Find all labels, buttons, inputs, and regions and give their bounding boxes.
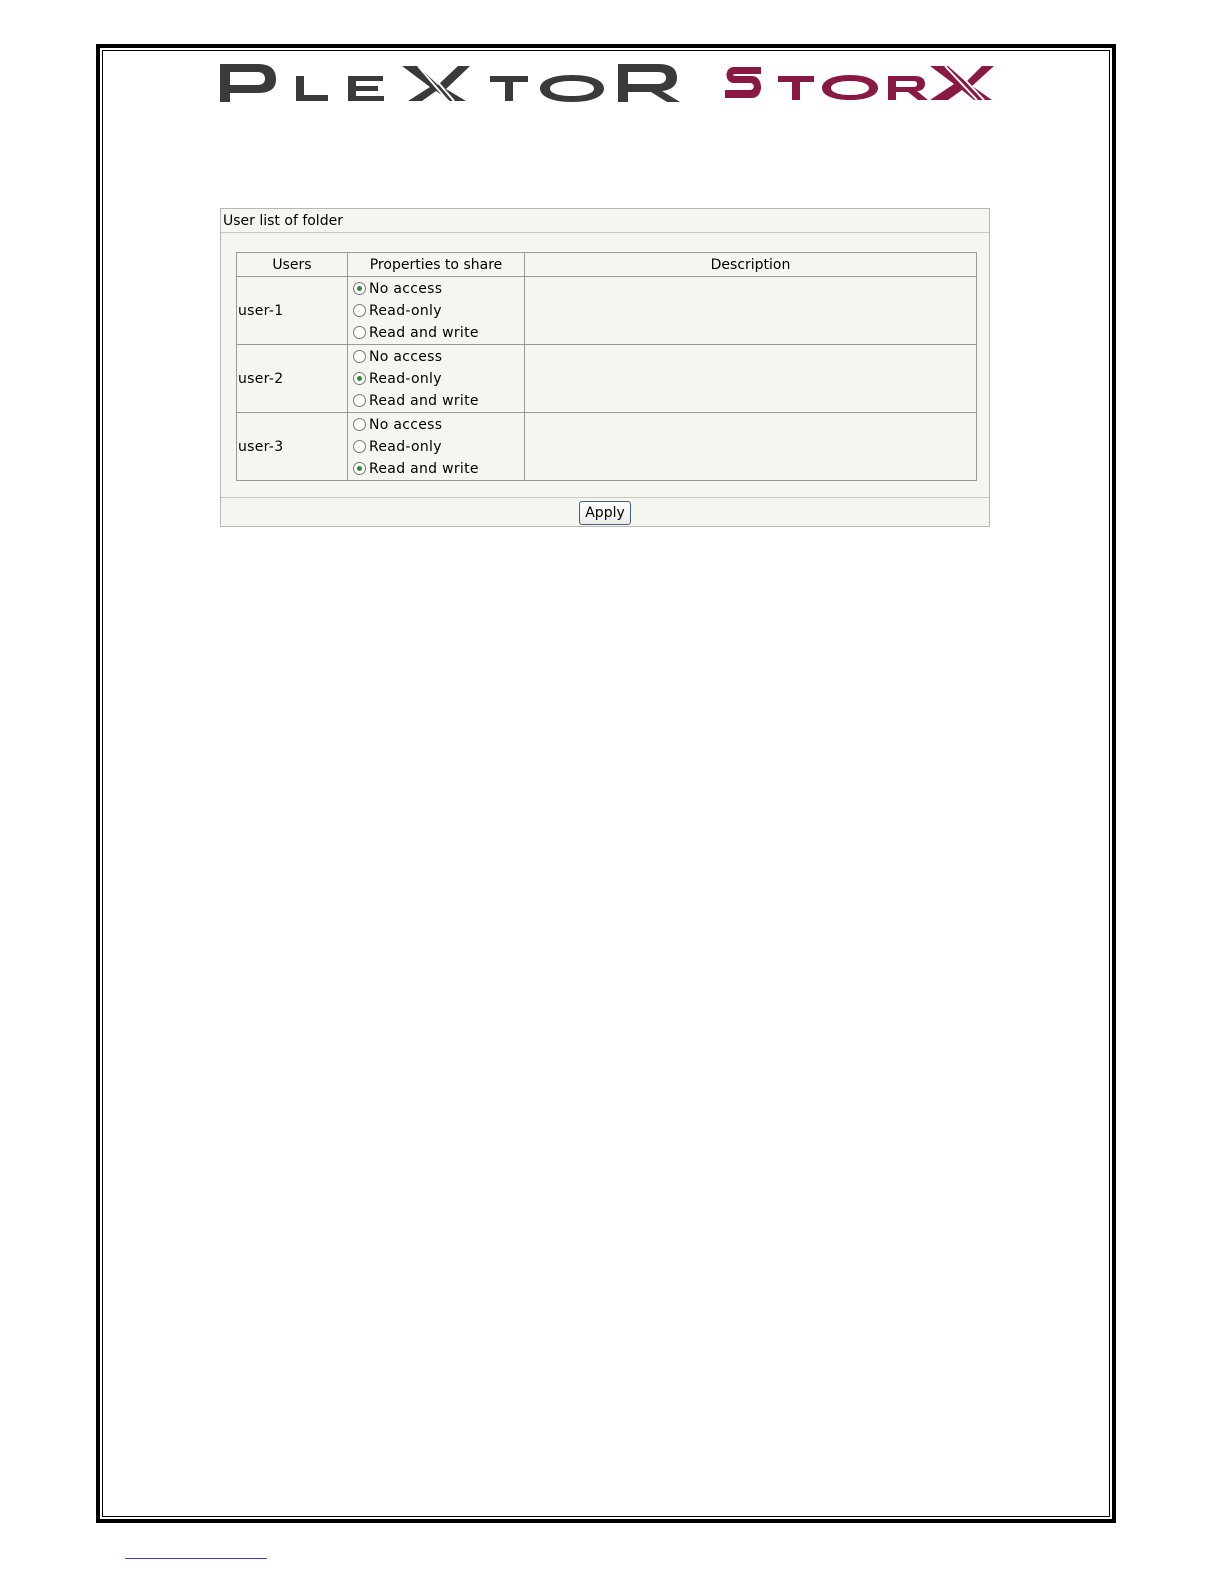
radio-button[interactable] xyxy=(353,440,366,453)
share-option-label: No access xyxy=(369,416,443,433)
share-properties-cell xyxy=(348,413,525,481)
share-option-label: Read and write xyxy=(369,392,479,409)
radio-button[interactable] xyxy=(353,304,366,317)
share-option-label: Read-only xyxy=(369,438,442,455)
radio-button[interactable] xyxy=(353,282,366,295)
share-option[interactable] xyxy=(348,322,524,344)
user-name-cell: user-2 xyxy=(237,345,348,413)
radio-button[interactable] xyxy=(353,418,366,431)
description-cell xyxy=(525,277,977,345)
radio-button[interactable] xyxy=(353,326,366,339)
share-properties-cell xyxy=(348,277,525,345)
radio-button[interactable] xyxy=(353,394,366,407)
table-header-row xyxy=(237,253,977,277)
share-option[interactable] xyxy=(348,368,524,390)
panel-footer xyxy=(221,497,989,527)
description-cell xyxy=(525,413,977,481)
user-list-panel xyxy=(220,208,990,527)
user-permissions-table xyxy=(236,252,977,481)
column-header-users: Users xyxy=(237,253,348,277)
share-option[interactable] xyxy=(348,278,524,300)
radio-button[interactable] xyxy=(353,462,366,475)
share-option-label: No access xyxy=(369,348,443,365)
share-option-label: Read-only xyxy=(369,370,442,387)
share-option[interactable] xyxy=(348,300,524,322)
share-option[interactable] xyxy=(348,436,524,458)
share-option[interactable] xyxy=(348,458,524,480)
user-name-cell: user-3 xyxy=(237,413,348,481)
apply-button[interactable]: Apply xyxy=(579,501,631,525)
share-option[interactable] xyxy=(348,414,524,436)
column-header-description: Description xyxy=(525,253,977,277)
table-row xyxy=(237,345,977,413)
share-option[interactable] xyxy=(348,390,524,412)
user-name-cell: user-1 xyxy=(237,277,348,345)
share-option[interactable] xyxy=(348,346,524,368)
share-option-label: No access xyxy=(369,280,443,297)
radio-button[interactable] xyxy=(353,350,366,363)
share-option-label: Read and write xyxy=(369,324,479,341)
column-header-properties: Properties to share xyxy=(348,253,525,277)
table-row xyxy=(237,413,977,481)
share-option-label: Read and write xyxy=(369,460,479,477)
panel-title: User list of folder xyxy=(221,209,989,233)
share-option-label: Read-only xyxy=(369,302,442,319)
radio-button[interactable] xyxy=(353,372,366,385)
footnote-separator xyxy=(125,1558,267,1559)
description-cell xyxy=(525,345,977,413)
table-body xyxy=(237,277,977,481)
share-properties-cell xyxy=(348,345,525,413)
plextor-storx-logo xyxy=(218,58,994,108)
table-row xyxy=(237,277,977,345)
